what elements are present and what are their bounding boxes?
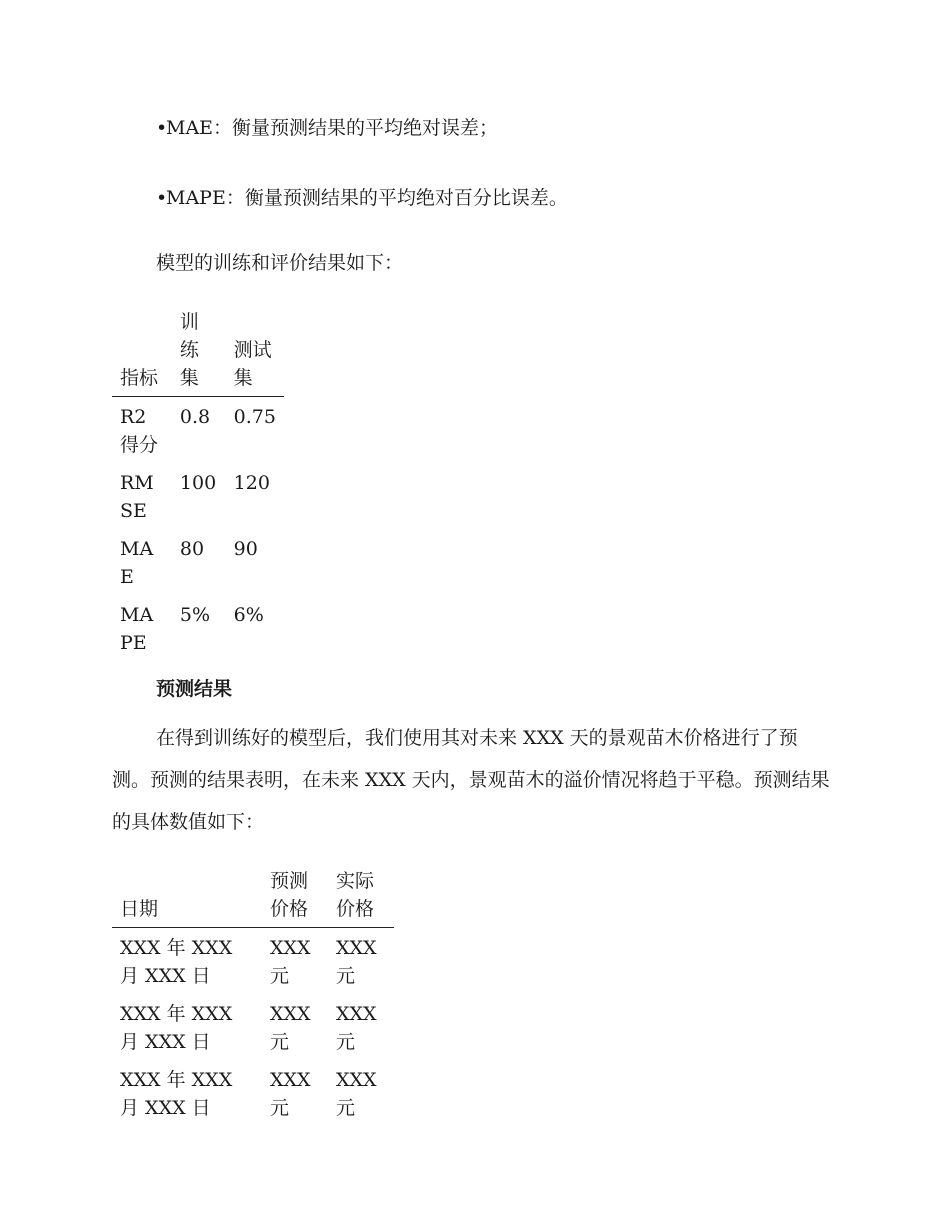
table-cell: XXX 元 bbox=[270, 1003, 311, 1053]
column-header: 日期 bbox=[112, 867, 262, 928]
document-page bbox=[112, 108, 832, 1126]
column-header: 实际价格 bbox=[328, 867, 394, 928]
table-cell: 120 bbox=[233, 472, 270, 494]
column-header: 指标 bbox=[112, 308, 172, 397]
prediction-table bbox=[112, 867, 394, 1126]
column-header: 测试集 bbox=[226, 308, 284, 397]
table-row bbox=[112, 994, 394, 1060]
table-cell: 100 bbox=[179, 472, 217, 494]
table-cell: 0.75 bbox=[233, 406, 276, 428]
bullet-marker: • bbox=[156, 187, 168, 209]
bullet-text: MAE：衡量预测结果的平均绝对误差； bbox=[166, 117, 499, 139]
table-row bbox=[112, 928, 394, 995]
bullet-marker: • bbox=[156, 117, 168, 139]
table-cell: XXX 元 bbox=[336, 1069, 377, 1119]
table-row bbox=[112, 595, 284, 661]
table-cell: R2 得分 bbox=[120, 406, 159, 456]
table-row bbox=[112, 1060, 394, 1126]
column-header: 预测价格 bbox=[262, 867, 328, 928]
table-row bbox=[112, 397, 284, 464]
table-cell: 90 bbox=[233, 538, 258, 560]
table-row bbox=[112, 529, 284, 595]
table-cell: XXX 年 XXX 月 XXX 日 bbox=[120, 1069, 233, 1119]
table-cell: MAPE bbox=[120, 604, 154, 654]
bullet-text: MAPE：衡量预测结果的平均绝对百分比误差。 bbox=[166, 187, 568, 209]
prediction-paragraph: 在得到训练好的模型后，我们使用其对未来 XXX 天的景观苗木价格进行了预测。预测的结果表明，在未来 XXX 天内，景观苗木的溢价情况将趋于平稳。预测结果的具体数值如下： bbox=[112, 727, 830, 833]
table-header-row bbox=[112, 867, 394, 928]
table-cell: XXX 元 bbox=[270, 1069, 311, 1119]
table-header-row bbox=[112, 308, 284, 397]
metrics-table bbox=[112, 308, 284, 661]
table-cell: XXX 元 bbox=[336, 937, 377, 987]
intro-paragraph: 模型的训练和评价结果如下： bbox=[156, 252, 404, 274]
table-cell: MAE bbox=[120, 538, 154, 588]
table-cell: XXX 年 XXX 月 XXX 日 bbox=[120, 937, 233, 987]
bullet-item-mae bbox=[156, 108, 832, 148]
table-cell: XXX 元 bbox=[270, 937, 311, 987]
table-cell: RMSE bbox=[120, 472, 154, 522]
bullet-item-mape bbox=[156, 178, 832, 218]
column-header: 训练集 bbox=[172, 308, 226, 397]
table-cell: 6% bbox=[233, 604, 264, 626]
section-heading: 预测结果 bbox=[156, 678, 233, 700]
table-row bbox=[112, 463, 284, 529]
table-cell: XXX 元 bbox=[336, 1003, 377, 1053]
table-cell: 80 bbox=[179, 538, 205, 560]
table-cell: 0.8 bbox=[179, 406, 211, 428]
table-cell: XXX 年 XXX 月 XXX 日 bbox=[120, 1003, 233, 1053]
table-cell: 5% bbox=[179, 604, 211, 626]
